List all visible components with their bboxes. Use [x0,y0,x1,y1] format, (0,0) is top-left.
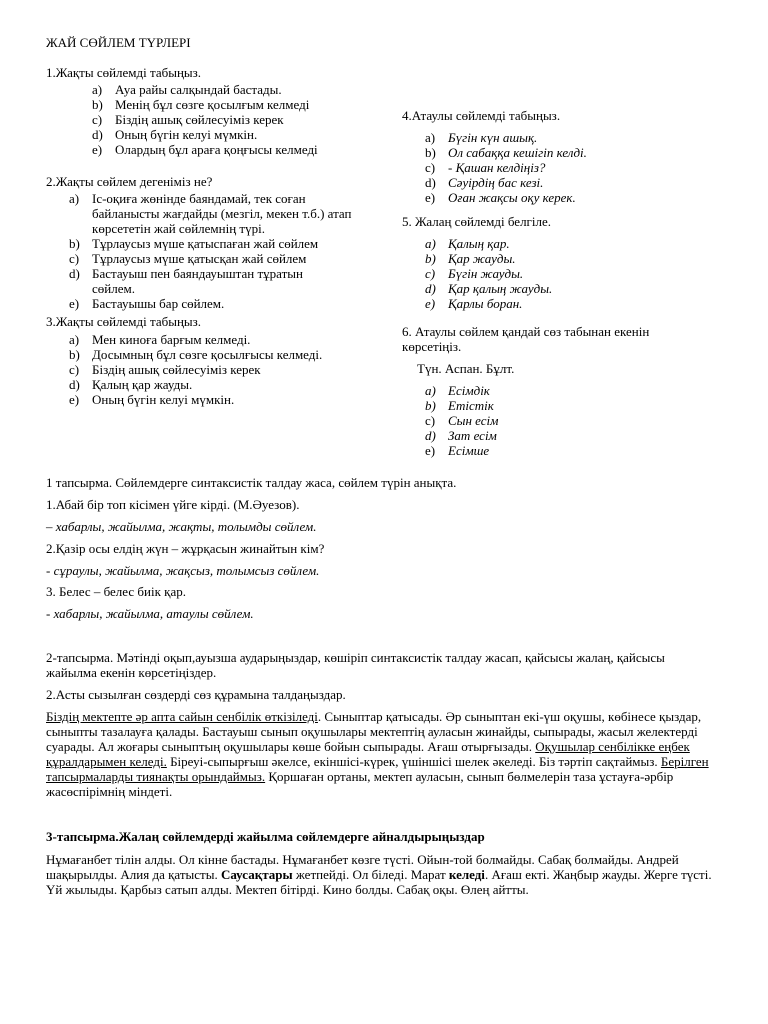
option-text: Сын есім [448,413,499,428]
option-letter: e) [425,190,436,205]
option-item [425,413,715,428]
question-4: 4.Атаулы сөйлемді табыңыз. [402,108,561,123]
option-item [69,191,354,236]
option-letter: a) [69,191,80,206]
option-item [69,251,354,266]
option-text: Ол сабаққа кешігіп келді. [448,145,587,160]
question-6: 6. Атаулы сөйлем қандай сөз табынан екенін көрсетіңіз. [402,324,650,354]
option-item [425,281,715,296]
option-letter: a) [425,383,436,398]
question-1-options [92,82,372,157]
option-item [425,160,715,175]
question-5: 5. Жалаң сөйлемді белгіле. [402,214,552,229]
option-text: Қалың қар. [448,236,510,251]
option-text: Бастауышы бар сөйлем. [92,296,225,311]
task-2-text [46,709,718,799]
option-text: Қар қалың жауды. [448,281,553,296]
option-item [425,428,715,443]
task-1-sentence-3: 3. Белес – белес биік қар. [46,584,186,599]
option-text: Бүгін жауды. [448,266,524,281]
task-1-sentence-2: 2.Қазір осы елдің жүн – жұрқасын жинайтын кім? [46,541,325,556]
option-item [425,398,715,413]
option-letter: e) [69,296,80,311]
option-letter: c) [425,413,436,428]
option-item [425,190,715,205]
page-title: ЖАЙ СӨЙЛЕМ ТҮРЛЕРІ [46,35,191,50]
option-letter: d) [69,377,80,392]
option-item [425,130,715,145]
option-text: Іс-оқиға жөнінде баяндамай, тек соған байланысты жағдайды (мезгіл, мекен т.б.) атап көрсететін жай сөйлемнің түрі. [92,191,352,236]
text-run: Нұмағанбет тілін алды. Ол кінне бастады. Нұмағанбет көзге түсті. Ойын-той болмайды. Сабақ болмайды. Андрей шақырылды. Алия да қатысты. [46,852,679,882]
option-letter: c) [425,266,436,281]
option-text: Зат есім [448,428,497,443]
option-item [69,377,369,392]
option-letter: b) [69,347,80,362]
task-1-analysis-1: – хабарлы, жайылма, жақты, толымды сөйлем. [46,519,317,534]
option-text: Қар жауды. [448,251,516,266]
option-item [92,112,372,127]
option-letter: b) [69,236,80,251]
question-3-options [69,332,369,407]
option-item [425,236,715,251]
option-text: Ауа райы салқындай бастады. [115,82,282,97]
option-text: Оған жақсы оқу керек. [448,190,576,205]
option-text: Оның бүгін келуі мүмкін. [115,127,258,142]
question-5-options [425,236,715,311]
option-letter: c) [69,362,80,377]
task-1-analysis-3: - хабарлы, жайылма, атаулы сөйлем. [46,606,254,621]
underlined-sentence: Оқушылар сенбілікке еңбек құралдарымен келеді. [46,739,690,769]
option-text: Қалың қар жауды. [92,377,193,392]
task-3-heading: 3-тапсырма.Жалаң сөйлемдерді жайылма сөйлемдерге айналдырыңыздар [46,829,485,844]
option-letter: d) [425,428,436,443]
underlined-sentence: Берілген тапсырмаларды тиянақты орындаймыз. [46,754,709,784]
option-letter: e) [92,142,103,157]
option-letter: e) [69,392,80,407]
option-item [69,296,354,311]
option-item [425,443,715,458]
option-letter: a) [92,82,103,97]
option-letter: d) [425,281,436,296]
underlined-sentence: Біздің мектепте әр апта сайын сенбілік өткізіледі [46,709,318,724]
option-text: Біздің ашық сөйлесуіміз керек [92,362,261,377]
option-text: Тұрлаусыз мүше қатыспаған жай сөйлем [92,236,319,251]
task-2-subheading: 2.Асты сызылған сөздерді сөз құрамына талдаңыздар. [46,687,346,702]
option-text: - Қашан келдіңіз? [448,160,546,175]
option-item [92,127,372,142]
option-item [69,236,354,251]
option-item [69,362,369,377]
question-1: 1.Жақты сөйлемді табыңыз. [46,65,202,80]
option-item [425,145,715,160]
option-text: Етістік [448,398,494,413]
option-item [425,383,715,398]
option-letter: b) [92,97,103,112]
option-letter: e) [425,443,436,458]
option-text: Менің бұл сөзге қосылғым келмеді [115,97,310,112]
task-1-analysis-2: - сұраулы, жайылма, жақсыз, толымсыз сөйлем. [46,563,320,578]
text-run: . Ағаш екті. Жаңбыр жауды. Жерге түсті. Үй жылыды. Қарбыз сатып алды. Мектеп бітірді. Кино болды. Сабақ оқы. Өлең айтты. [46,867,712,897]
option-letter: b) [425,398,436,413]
option-item [425,251,715,266]
option-text: Біздің ашық сөйлесуіміз керек [115,112,284,127]
option-item [69,392,369,407]
option-text: Бастауыш пен баяндауыштан тұратын сөйлем. [92,266,303,296]
question-6-example: Түн. Аспан. Бұлт. [417,361,515,376]
task-1-sentence-1: 1.Абай бір топ кісімен үйге кірді. (М.Әуезов). [46,497,300,512]
text-run: Қоршаған ортаны, мектеп ауласын, сынып бөлмелерін таза ұстауға-әрбір жасөспірімнің міндеті. [46,769,674,799]
option-text: Тұрлаусыз мүше қатысқан жай сөйлем [92,251,307,266]
option-text: Оның бүгін келуі мүмкін. [92,392,235,407]
option-text: Олардың бұл араға қоңғысы келмеді [115,142,318,157]
task-2-heading: 2-тапсырма. Мәтінді оқып,ауызша аударыңыздар, көшіріп синтаксистік талдау жасап, қайсысы жалаң, қайсысы жайылма екенін көрсетіңіздер. [46,650,665,680]
question-4-options [425,130,715,205]
option-letter: c) [425,160,436,175]
option-letter: e) [425,296,436,311]
option-text: Есімше [448,443,490,458]
option-letter: a) [425,236,436,251]
option-letter: b) [425,251,436,266]
option-item [92,97,372,112]
question-2-options [69,191,354,311]
option-text: Бүгін күн ашық. [448,130,538,145]
text-run: жетпейді. Ол біледі. Марат [292,867,449,882]
option-letter: c) [69,251,80,266]
bold-word: Саусақтары [220,867,293,882]
option-text: Досымның бұл сөзге қосылғысы келмеді. [92,347,323,362]
question-6-options [425,383,715,458]
option-letter: d) [92,127,103,142]
option-text: Мен киноға барғым келмеді. [92,332,251,347]
option-item [69,332,369,347]
bold-word: келеді [448,867,485,882]
option-item [69,266,337,296]
option-text: Есімдік [448,383,490,398]
option-letter: a) [69,332,80,347]
option-item [425,266,715,281]
option-item [69,347,369,362]
question-2: 2.Жақты сөйлем дегеніміз не? [46,174,213,189]
task-1-heading: 1 тапсырма. Сөйлемдерге синтаксистік талдау жаса, сөйлем түрін анықта. [46,475,457,490]
option-letter: d) [425,175,436,190]
option-letter: a) [425,130,436,145]
option-letter: c) [92,112,103,127]
option-letter: d) [69,266,80,281]
option-letter: b) [425,145,436,160]
task-3-text [46,852,718,897]
option-item [425,175,715,190]
option-item [425,296,715,311]
option-text: Сәуірдің бас кезі. [448,175,544,190]
text-run: Біреуі-сыпырғыш әкелсе, екіншісі-күрек, үшіншісі шелек әкеледі. Біз тәртіп сақтаймыз. [166,754,661,769]
option-text: Қарлы боран. [448,296,523,311]
option-item [92,82,372,97]
text-run: . Сыныптар қатысады. Әр сыныптан екі-үш оқушы, көбінесе қыздар, сыныпты тазалауға қалады. Бастауыш сынып оқушылары мектептің ауласын жинайды, сыпырады, жасыл желектерді суарады. Ал жоғары сыныптың оқушылары көше бойын сыпырады. Ағаш отырғызады. [46,709,702,754]
question-3: 3.Жақты сөйлемді табыңыз. [46,314,202,329]
option-item [92,142,372,157]
